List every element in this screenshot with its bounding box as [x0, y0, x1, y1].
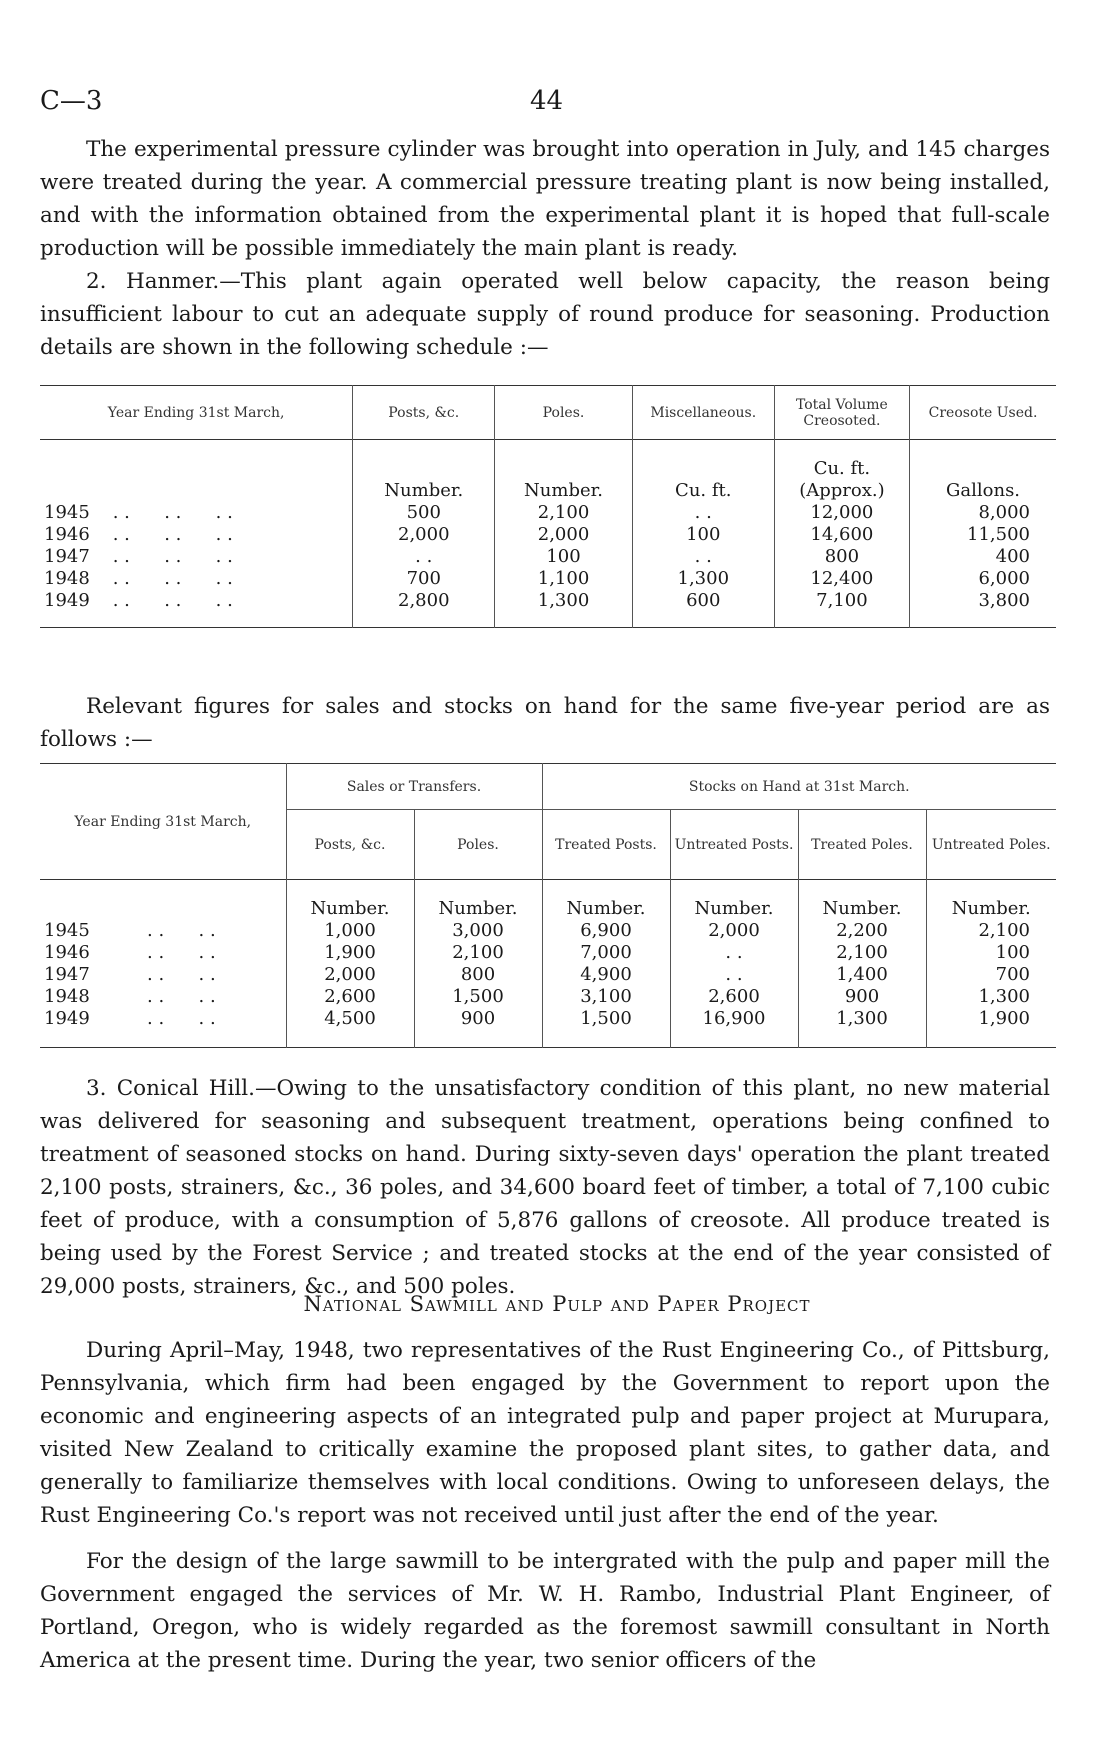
table-cell: 12,400 — [774, 568, 909, 590]
table-cell: 1,300 — [926, 986, 1056, 1008]
col-header-misc: Miscellaneous. — [632, 386, 774, 440]
hanmer-production-table — [40, 385, 1056, 628]
unit-year — [40, 440, 353, 502]
table-cell: 8,000 — [910, 502, 1056, 524]
table-cell: 1,400 — [798, 964, 926, 986]
table-cell: 4,900 — [542, 964, 670, 986]
table-cell: 1946 . . . . . . — [44, 523, 233, 545]
table-cell: 2,600 — [286, 986, 414, 1008]
table-cell: 1,500 — [542, 1008, 670, 1048]
table-cell: 2,100 — [798, 942, 926, 964]
table-cell: . . — [670, 964, 798, 986]
table-cell: 2,000 — [670, 920, 798, 942]
table-cell: 2,200 — [798, 920, 926, 942]
unit-label: Number. — [670, 880, 798, 920]
table-cell: 1,100 — [495, 568, 633, 590]
col-header-poles: Poles. — [495, 386, 633, 440]
table-cell: 1945 . . . . . . — [44, 501, 233, 523]
table-cell: 1,300 — [495, 590, 633, 628]
table-cell: 800 — [414, 964, 542, 986]
table-cell: 1948 . . . . — [44, 985, 216, 1007]
col-header-untreated-poles: Untreated Poles. — [926, 810, 1056, 880]
table-cell: 700 — [353, 568, 495, 590]
table-cell: . . — [632, 502, 774, 524]
table-cell: 6,900 — [542, 920, 670, 942]
unit-label: Number. — [286, 880, 414, 920]
table-cell: 1945 . . . . — [44, 919, 216, 941]
table-cell: 900 — [414, 1008, 542, 1048]
col-header-treated-posts: Treated Posts. — [542, 810, 670, 880]
col-header-creosote: Creosote Used. — [910, 386, 1056, 440]
table-cell: . . — [670, 942, 798, 964]
group-header-stocks: Stocks on Hand at 31st March. — [542, 764, 1056, 810]
document-reference: C—3 — [40, 86, 103, 116]
unit-label: Number. — [926, 880, 1056, 920]
unit-label: Number. — [542, 880, 670, 920]
table-cell: 2,000 — [286, 964, 414, 986]
table-cell: 100 — [495, 546, 633, 568]
col-header-sales-posts: Posts, &c. — [286, 810, 414, 880]
table-cell: 2,100 — [414, 942, 542, 964]
table-cell: 3,100 — [542, 986, 670, 1008]
table-cell: 2,600 — [670, 986, 798, 1008]
table-cell: 800 — [774, 546, 909, 568]
table-cell: 16,900 — [670, 1008, 798, 1048]
table-cell: 4,500 — [286, 1008, 414, 1048]
table-cell: 500 — [353, 502, 495, 524]
table-cell: 700 — [926, 964, 1056, 986]
table-cell: 7,000 — [542, 942, 670, 964]
table-cell: 1949 . . . . . . — [44, 589, 233, 611]
unit-creosote: Gallons. — [910, 440, 1056, 502]
col-header-year: Year Ending 31st March, — [74, 813, 252, 830]
col-header-posts: Posts, &c. — [353, 386, 495, 440]
table-cell: . . — [632, 546, 774, 568]
table-cell: 1,900 — [926, 1008, 1056, 1048]
table-cell: 400 — [910, 546, 1056, 568]
table-cell: . . — [353, 546, 495, 568]
col-header-sales-poles: Poles. — [414, 810, 542, 880]
paragraph-experimental-cylinder: The experimental pressure cylinder was brought into operation in July, and 145 charges were treated during the year. A commercial pressure treating plant is now being installed, and with the information obtained from the experimental plant it is hoped that full-scale production will be possible immediately the main plant is ready. — [40, 137, 1050, 261]
col-header-year: Year Ending 31st March, — [107, 404, 285, 421]
unit-posts: Number. — [353, 440, 495, 502]
unit-label: Number. — [414, 880, 542, 920]
table-cell: 3,800 — [910, 590, 1056, 628]
table-cell: 1946 . . . . — [44, 941, 216, 963]
table-cell: 3,000 — [414, 920, 542, 942]
unit-total-volume: Cu. ft. (Approx.) — [774, 440, 909, 502]
table-cell: 2,000 — [495, 524, 633, 546]
unit-poles: Number. — [495, 440, 633, 502]
table-cell: 2,000 — [353, 524, 495, 546]
paragraph-rust-engineering: During April–May, 1948, two representatives of the Rust Engineering Co., of Pittsburg, Pennsylvania, which firm had been engaged by the Government to report upon the economic and engineering aspects of an integrated pulp and paper project at Murupara, visited New Zealand to critically examine the proposed plant sites, to gather data, and generally to familiarize themselves with local conditions. Owing to unforeseen delays, the Rust Engineering Co.'s report was not received until just after the end of the year. — [40, 1338, 1050, 1528]
table-cell: 1947 . . . . — [44, 963, 216, 985]
table-cell: 100 — [632, 524, 774, 546]
table-cell: 11,500 — [910, 524, 1056, 546]
table-cell: 1947 . . . . . . — [44, 545, 233, 567]
table-cell: 900 — [798, 986, 926, 1008]
unit-label: Number. — [798, 880, 926, 920]
table-cell: 600 — [632, 590, 774, 628]
table-cell: 2,800 — [353, 590, 495, 628]
table-cell: 12,000 — [774, 502, 909, 524]
page-number: 44 — [530, 86, 564, 116]
table-cell: 2,100 — [926, 920, 1056, 942]
paragraph-conical-hill: 3. Conical Hill.—Owing to the unsatisfactory condition of this plant, no new material was delivered for seasoning and subsequent treatment, operations being confined to treatment of seasoned stocks on hand. During sixty-seven days' operation the plant treated 2,100 posts, strainers, &c., 36 poles, and 34,600 board feet of timber, a total of 7,100 cubic feet of produce, with a consumption of 5,876 gallons of creosote. All produce treated is being used by the Forest Service ; and treated stocks at the end of the year consisted of 29,000 posts, strainers, &c., and 500 poles. — [40, 1076, 1050, 1299]
col-header-total-volume: Total Volume Creosoted. — [774, 386, 909, 440]
table-cell: 1948 . . . . . . — [44, 567, 233, 589]
table-cell: 7,100 — [774, 590, 909, 628]
col-header-untreated-posts: Untreated Posts. — [670, 810, 798, 880]
paragraph-hanmer: 2. Hanmer.—This plant again operated well below capacity, the reason being insufficient labour to cut an adequate supply of round produce for seasoning. Production details are shown in the following schedule :— — [40, 269, 1050, 360]
table-cell: 6,000 — [910, 568, 1056, 590]
paragraph-rambo: For the design of the large sawmill to be intergrated with the pulp and paper mill the Government engaged the services of Mr. W. H. Rambo, Industrial Plant Engineer, of Portland, Oregon, who is widely regarded as the foremost sawmill consultant in North America at the present time. During the year, two senior officers of the — [40, 1549, 1050, 1673]
table-cell: 1949 . . . . — [44, 1007, 216, 1029]
section-heading: National Sawmill and Pulp and Paper Project — [303, 1292, 811, 1316]
table-cell: 1,000 — [286, 920, 414, 942]
sales-and-stocks-table — [40, 763, 1056, 1048]
table-cell: 1,900 — [286, 942, 414, 964]
table-cell: 1,500 — [414, 986, 542, 1008]
group-header-sales: Sales or Transfers. — [286, 764, 542, 810]
col-header-treated-poles: Treated Poles. — [798, 810, 926, 880]
table-cell: 1,300 — [798, 1008, 926, 1048]
table-cell: 1,300 — [632, 568, 774, 590]
table-cell: 2,100 — [495, 502, 633, 524]
table-cell: 100 — [926, 942, 1056, 964]
paragraph-relevant-figures: Relevant figures for sales and stocks on hand for the same five-year period are as follows :— — [40, 694, 1050, 752]
unit-misc: Cu. ft. — [632, 440, 774, 502]
table-cell: 14,600 — [774, 524, 909, 546]
